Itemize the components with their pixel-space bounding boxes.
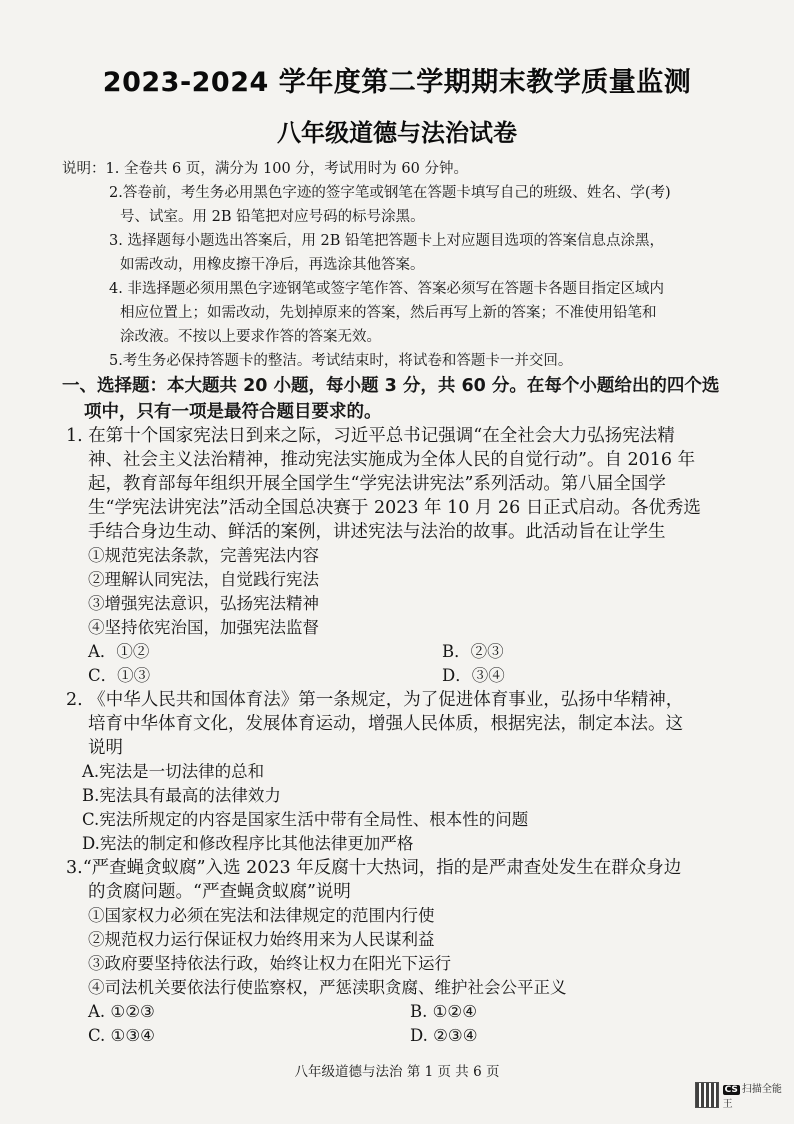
question-3-item: ②规范权力运行保证权力始终用来为人民谋利益 [88,930,435,949]
question-3-option-b: B. ①②④ [410,1002,477,1021]
question-1-stem: 生“学宪法讲宪法”活动全国总决赛于 2023 年 10 月 26 日正式启动。各优秀选 [88,498,701,518]
question-3-option-c: C. ①③④ [88,1026,155,1045]
question-3-option-a: A. ①②③ [88,1002,155,1021]
question-1-stem: 1. 在第十个国家宪法日到来之际，习近平总书记强调“在全社会大力弘扬宪法精 [66,426,675,446]
question-3-item: ③政府要坚持依法行政，始终让权力在阳光下运行 [88,954,451,973]
question-3-option-d: D. ②③④ [410,1026,478,1045]
instruction-line: 5.考生务必保持答题卡的整洁。考试结束时，将试卷和答题卡一并交回。 [109,353,573,369]
question-3-item: ①国家权力必须在宪法和法律规定的范围内行使 [88,906,435,925]
question-1-option-d: D．③④ [442,666,505,685]
question-1-item: ①规范宪法条款，完善宪法内容 [88,546,319,565]
section-heading: 一、选择题：本大题共 20 小题，每小题 3 分，共 60 分。在每个小题给出的四个选 [62,376,720,396]
question-2-stem: 说明 [88,738,123,758]
question-2-stem: 培育中华体育文化，发展体育运动，增强人民体质，根据宪法，制定本法。这 [88,714,683,734]
exam-title: 2023-2024 学年度第二学期期末教学质量监测 [102,67,692,98]
instruction-line: 号、试室。用 2B 铅笔把对应号码的标号涂黑。 [120,209,425,225]
question-2-option-c: C.宪法所规定的内容是国家生活中带有全局性、根本性的问题 [82,810,529,829]
question-2-option-b: B.宪法具有最高的法律效力 [82,786,281,805]
question-3-stem: 的贪腐问题。“严查蝇贪蚁腐”说明 [88,882,351,902]
instruction-line: 4. 非选择题必须用黑色字迹钢笔或签字笔作答、答案必须写在答题卡各题目指定区域内 [109,281,664,297]
instruction-line: 如需改动，用橡皮擦干净后，再选涂其他答案。 [120,257,425,273]
question-3-item: ④司法机关要依法行使监察权，严惩渎职贪腐、维护社会公平正义 [88,978,567,997]
scanner-label: CS 扫描全能王 [722,1084,782,1110]
question-1-item: ②理解认同宪法，自觉践行宪法 [88,570,319,589]
instruction-line: 涂改液。不按以上要求作答的答案无效。 [120,329,381,345]
page-footer: 八年级道德与法治 第 1 页 共 6 页 [294,1064,500,1080]
question-1-item: ③增强宪法意识，弘扬宪法精神 [88,594,319,613]
instruction-line: 说明：1. 全卷共 6 页，满分为 100 分，考试用时为 60 分钟。 [62,161,468,177]
scanner-badge: CS [724,1085,738,1095]
instruction-line: 相应位置上；如需改动，先划掉原来的答案，然后再写上新的答案；不准使用铅笔和 [120,305,657,321]
exam-subtitle: 八年级道德与法治试卷 [277,119,517,147]
scanner-watermark [695,1082,785,1108]
question-1-option-c: C．①③ [88,666,151,685]
question-2-option-a: A.宪法是一切法律的总和 [82,762,265,781]
question-1-stem: 手结合身边生动、鲜活的案例，讲述宪法与法治的故事。此活动旨在让学生 [88,522,666,542]
section-heading: 项中，只有一项是最符合题目要求的。 [84,402,382,422]
question-3-stem: 3.“严查蝇贪蚁腐”入选 2023 年反腐十大热词，指的是严肃查处发生在群众身边 [66,858,682,878]
instruction-line: 3. 选择题每小题选出答案后，用 2B 铅笔把答题卡上对应题目选项的答案信息点涂黑， [109,233,665,249]
question-2-option-d: D.宪法的制定和修改程序比其他法律更加严格 [82,834,414,853]
question-1-option-b: B．②③ [442,642,504,661]
qr-code-icon [695,1082,719,1108]
question-1-stem: 起，教育部每年组织开展全国学生“学宪法讲宪法”系列活动。第八届全国学 [88,474,666,494]
question-2-stem: 2. 《中华人民共和国体育法》第一条规定，为了促进体育事业，弘扬中华精神， [66,690,684,710]
question-1-stem: 神、社会主义法治精神，推动宪法实施成为全体人民的自觉行动”。自 2016 年 [88,450,696,470]
question-1-option-a: A．①② [88,642,150,661]
instruction-line: 2.答卷前，考生务必用黑色字迹的签字笔或钢笔在答题卡填写自己的班级、姓名、学(考) [109,185,671,201]
question-1-item: ④坚持依宪治国，加强宪法监督 [88,618,319,637]
